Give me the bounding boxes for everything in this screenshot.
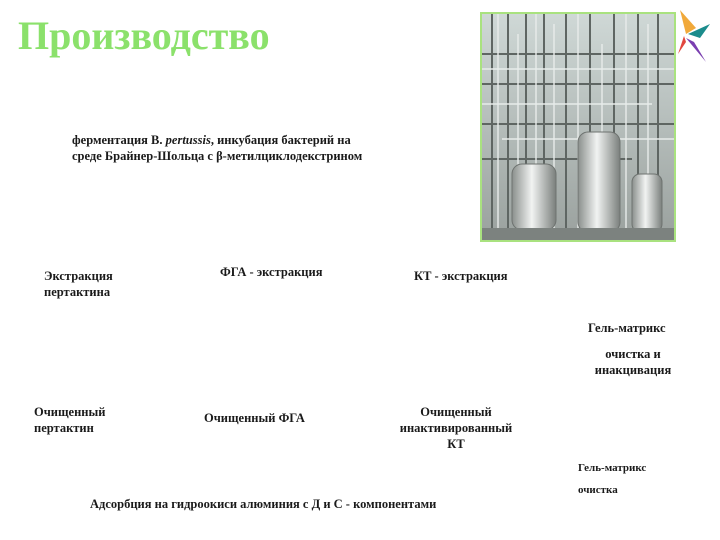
pinwheel-logo-icon [676,6,716,66]
purified-fha-step: Очищенный ФГА [204,411,305,425]
adsorption-step: Адсорбция на гидроокиси алюминия с Д и С - компонентами [90,497,437,511]
purified-inactivated-pt-step: Очищенный инактивированный КТ [399,405,513,451]
pertactin-extraction-step: Экстракция пертактина [44,269,113,299]
bioreactor-plant-photo [480,12,676,242]
purification-step: очистка [578,484,618,496]
purified-pertactin-step: Очищенный пертактин [34,405,106,435]
purification-inactivation-step: очистка и инакцивация [594,347,672,377]
fha-extraction-step: ФГА - экстракция [220,265,323,279]
fermentation-step: ферментация B. pertussis, инкубация бактерий на среде Брайнер-Шольца с β-метилциклодекстрином [72,133,363,163]
slide-title: Производство [18,13,270,58]
gel-matrix-label-1: Гель-матрикс [588,321,666,335]
gel-matrix-label-2: Гель-матрикс [578,462,647,474]
pt-extraction-step: КТ - экстракция [414,269,508,283]
